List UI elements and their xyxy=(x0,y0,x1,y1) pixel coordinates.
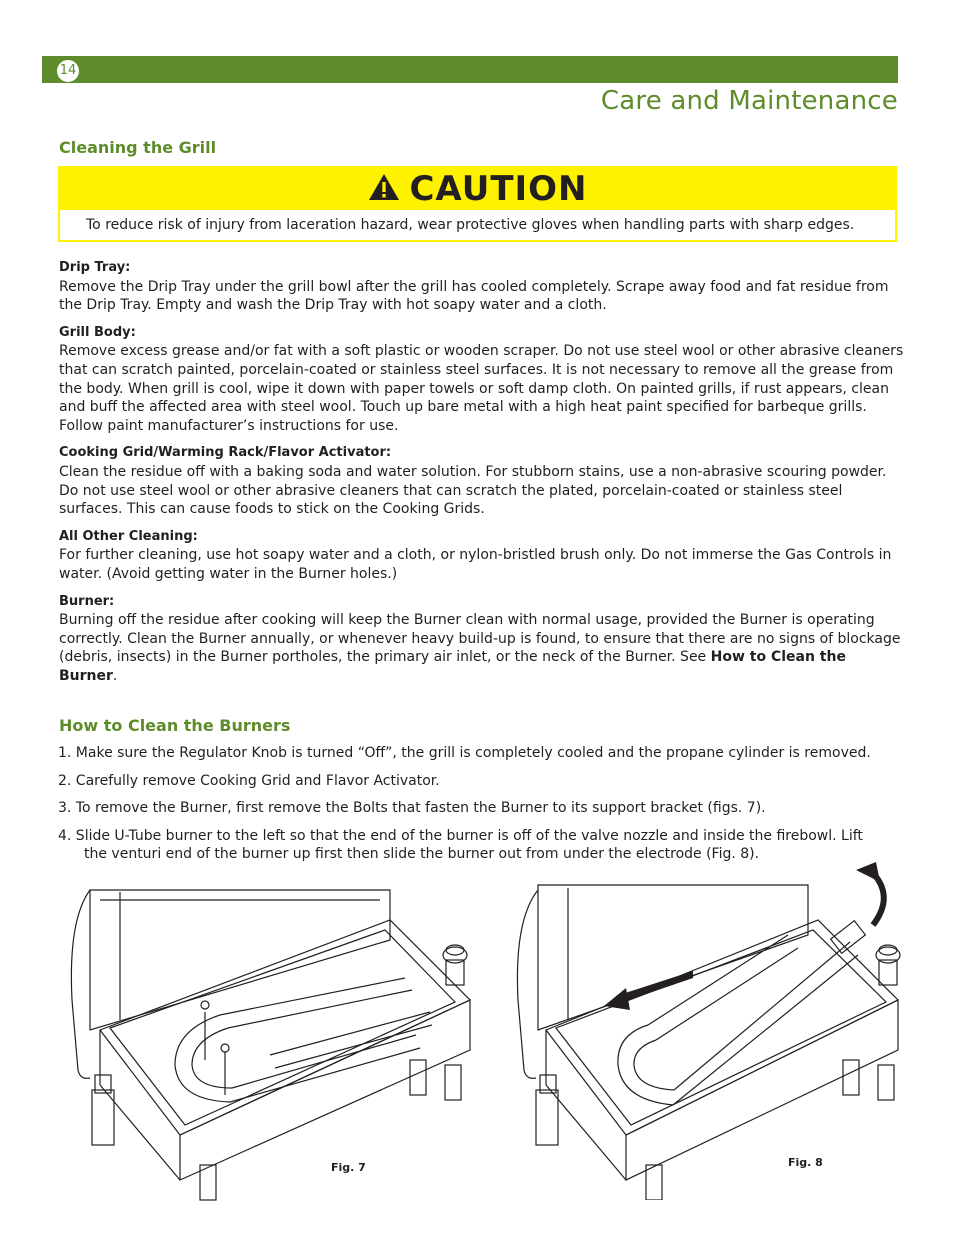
section-heading-cleaning: Cleaning the Grill xyxy=(59,138,217,157)
item-body xyxy=(59,611,904,685)
item-title: All Other Cleaning: xyxy=(59,528,198,544)
page-number: 14 xyxy=(56,59,80,83)
item-cooking-grid xyxy=(59,444,904,518)
step-4 xyxy=(58,827,888,864)
figure-8-caption: Fig. 8 xyxy=(788,1156,823,1169)
header-bar xyxy=(42,56,898,83)
figure-7-illustration xyxy=(60,880,480,1202)
warning-triangle-icon xyxy=(367,172,401,206)
item-body: Remove the Drip Tray under the grill bowl after the grill has cooled completely. Scrape away food and fat residue from the Drip Tray. Empty and wash the Drip Tray with hot soapy water and a cloth. xyxy=(59,278,889,314)
item-body: Remove excess grease and/or fat with a soft plastic or wooden scraper. Do not use steel wool or other abrasive cleaners that can scratch painted, porcelain-coated or stainless steel surfaces. It is not necessary to remove all the grease from the body. When grill is cool, wipe it down with paper towels or soft damp cloth. On painted grills, if rust appears, clean and buff the affected area with steel wool. Touch up bare metal with a high heat paint specified for barbeque grills. Follow paint manufacturer’s instructions for use. xyxy=(59,343,904,434)
page-title: Care and Maintenance xyxy=(600,86,898,116)
caution-box xyxy=(58,166,897,242)
burner-steps xyxy=(58,744,888,873)
step-2: 2. Carefully remove Cooking Grid and Flavor Activator. xyxy=(58,772,440,789)
item-title: Drip Tray: xyxy=(59,260,131,275)
item-burner xyxy=(59,593,904,686)
caution-text: To reduce risk of injury from laceration hazard, wear protective gloves when handling parts with sharp edges. xyxy=(86,217,855,233)
item-grill-body xyxy=(59,324,904,436)
item-body-end: . xyxy=(112,667,118,684)
caution-header xyxy=(60,168,895,210)
step-3: 3. To remove the Burner, first remove the Bolts that fasten the Burner to its support bracket (figs. 7). xyxy=(58,800,766,817)
caution-title: CAUTION xyxy=(409,169,588,209)
cleaning-items xyxy=(59,259,904,694)
step-4-continued: the venturi end of the burner up first then slide the burner out from under the electrode (Fig. 8). xyxy=(84,846,760,863)
figure-7-caption: Fig. 7 xyxy=(331,1161,366,1174)
item-drip-tray xyxy=(59,259,904,315)
step-1: 1. Make sure the Regulator Knob is turned “Off”, the grill is completely cooled and the propane cylinder is removed. xyxy=(58,745,871,761)
item-other-cleaning xyxy=(59,528,904,584)
section-heading-burners: How to Clean the Burners xyxy=(59,716,291,735)
item-body: For further cleaning, use hot soapy water and a cloth, or nylon-bristled brush only. Do not immerse the Gas Controls in water. (Avoid getting water in the Burner holes.) xyxy=(59,547,892,582)
item-body: Clean the residue off with a baking soda and water solution. For stubborn stains, use a non-abrasive scouring powder. Do not use steel wool or other abrasive cleaners that can scratch the plated, porcelain-coated or stainless steel surfaces. This can cause foods to stick on the Cooking Grids. xyxy=(59,463,887,518)
item-title: Cooking Grid/Warming Rack/Flavor Activator: xyxy=(59,445,392,461)
item-body-text: Burning off the residue after cooking will keep the Burner clean with normal usage, provided the Burner is operating correctly. Clean the Burner annually, or whenever heavy build-up is found, to ensure that there are no signs of blockage (debris, insects) in the Burner portholes, the primary air inlet, or the neck of the Burner. See xyxy=(59,612,901,666)
item-title: Burner: xyxy=(59,593,115,609)
figure-8-illustration xyxy=(498,860,918,1200)
item-title: Grill Body: xyxy=(59,324,136,340)
item-body-link: How to Clean the Burner xyxy=(59,649,846,684)
step-4-line: 4. Slide U-Tube burner to the left so that the end of the burner is off of the valve nozzle and inside the firebowl. Lift xyxy=(58,827,863,844)
